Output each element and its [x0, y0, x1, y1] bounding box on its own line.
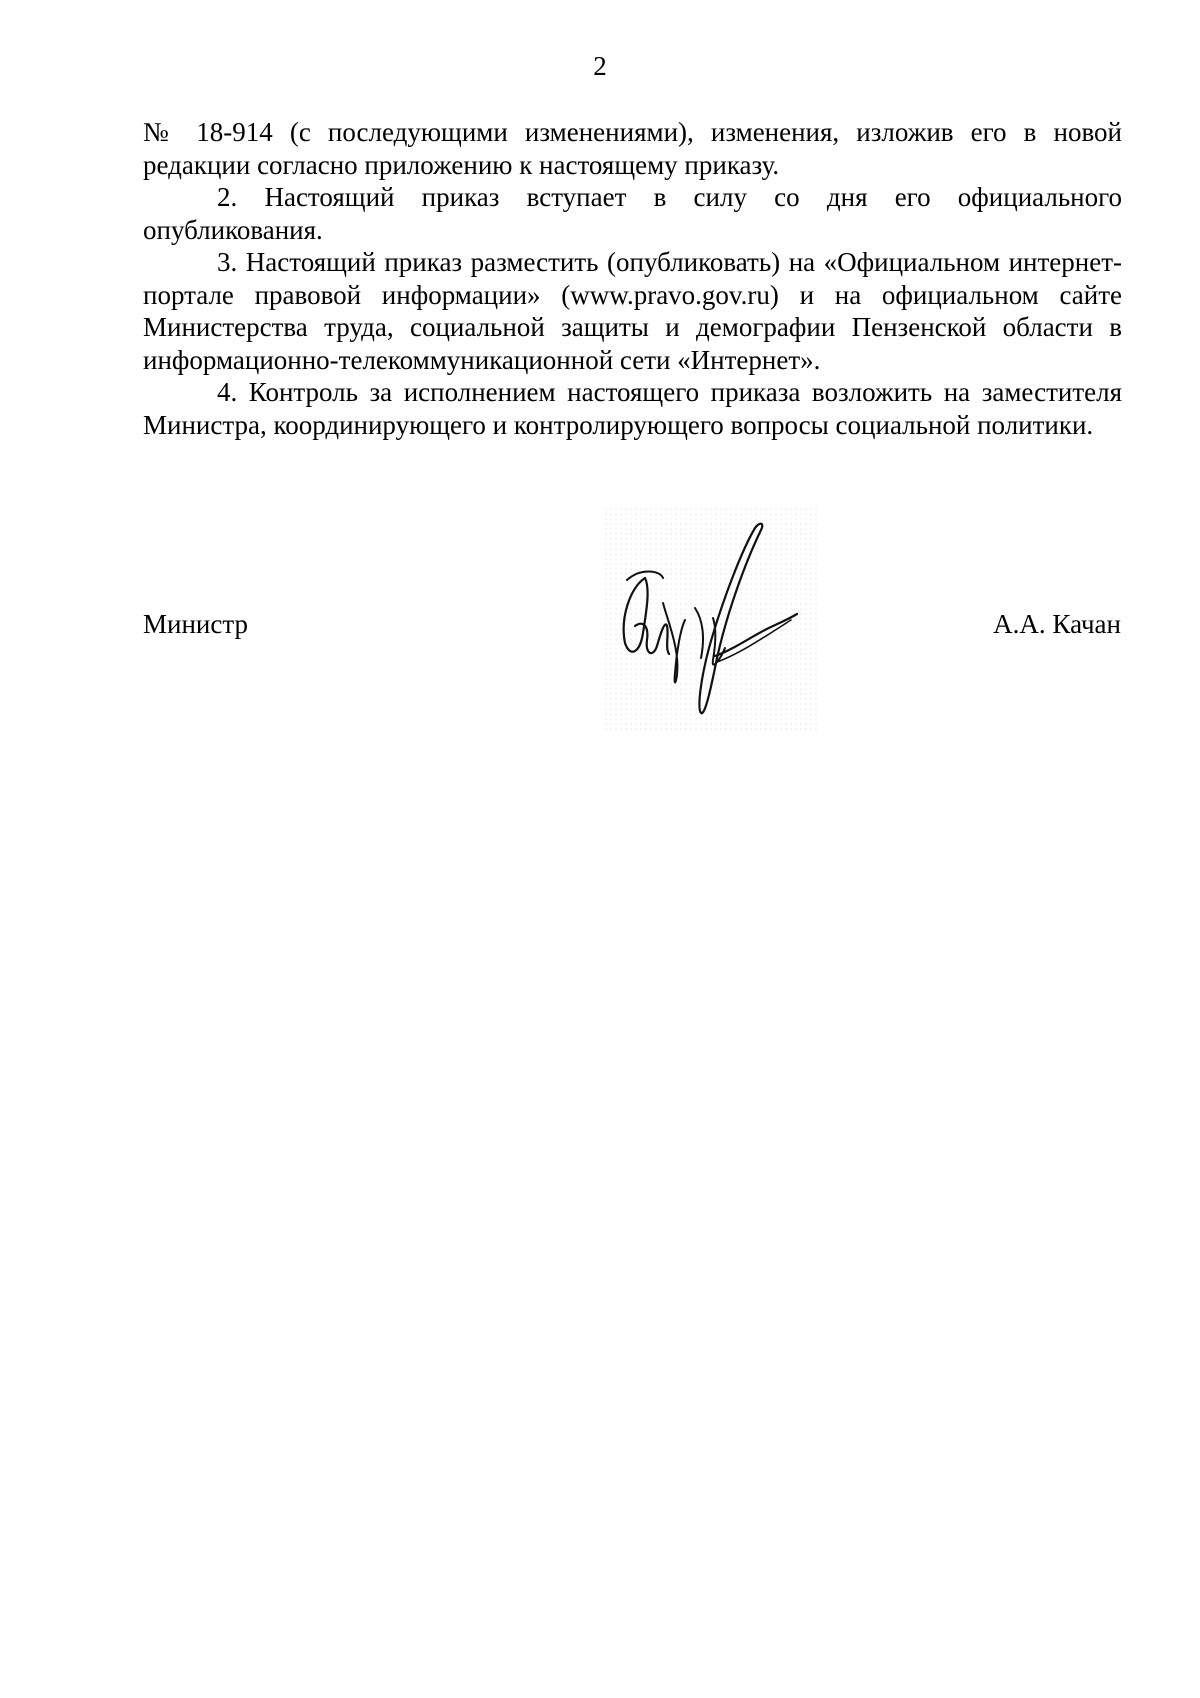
page-number: 2	[593, 51, 607, 81]
paragraph-2: 2. Настоящий приказ вступает в силу со дня его официального опубликования.	[143, 182, 1122, 245]
paragraph-continuation: № 18-914 (с последующими изменениями), изменения, изложив его в новой редакции согласно приложению к настоящему приказу.	[143, 117, 1122, 180]
signature-icon	[605, 508, 820, 730]
document-body	[143, 116, 1122, 441]
paragraph-4: 4. Контроль за исполнением настоящего приказа возложить на заместителя Министра, координирующего и контролирующего вопросы социальной политики.	[143, 377, 1122, 440]
signatory-position: Министр	[143, 609, 248, 639]
paragraph-3: 3. Настоящий приказ разместить (опубликовать) на «Официальном интернет-портале правовой информации» (www.pravo.gov.ru) и на официальном сайте Министерства труда, социальной защиты и демографии Пензенской области в информационно-телекоммуникационной сети «Интернет».	[143, 247, 1122, 375]
signatory-name: А.А. Качан	[993, 609, 1121, 639]
